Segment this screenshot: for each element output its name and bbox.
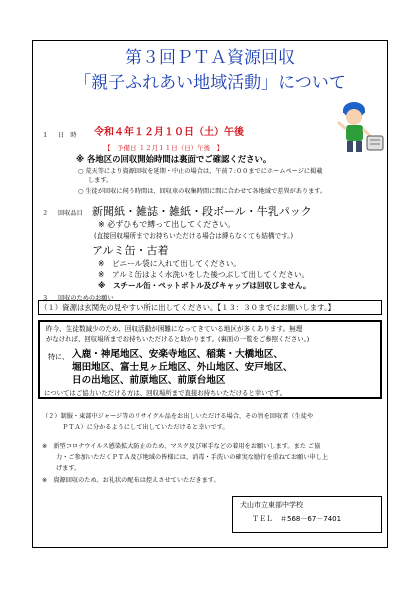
areas-line1: 入鹿・神尾地区、安楽寺地区、稲葉・大橋地区、: [72, 349, 284, 360]
areas-line3: 日の出地区、前原地区、前原台地区: [72, 375, 226, 386]
recycling-note-a: （２）制服・東部中ジャージ等のリサイクル品をお出しいただける場合、その旨を回収者（生徒や: [42, 413, 314, 420]
items-number: ２: [42, 210, 49, 217]
page-title-line1: 第３回ＰＴＡ資源回収: [125, 48, 295, 68]
can-note-rinse: ※ アルミ缶はよく水洗いをした後つぶして出してください。: [98, 270, 310, 279]
can-note-exclusions: ※ スチール缶・ペットボトル及びキャップは回収しません。: [98, 281, 311, 290]
requests-number: ３: [42, 295, 49, 302]
recycling-note-b: ＰＴＡ）に分かるようにして出していただけると幸いです。: [62, 424, 229, 431]
thank-you-letter-note: ※ 資源回収のため、お礼状の配布は控えさせていただきます。: [42, 477, 220, 484]
paper-note-tie: ※ 必ずひもで縛って出してください。: [98, 220, 236, 229]
schedule-number: １: [42, 132, 49, 139]
event-date: 令和４年１２月１０日（土）午後: [94, 127, 244, 138]
backup-date: 【 予備日 １２月１１日（日）午後 】: [104, 144, 224, 152]
bad-weather-note-cont: します。: [88, 177, 113, 184]
start-time-note: ※ 各地区の回収開始時間は裏面でご確認ください。: [76, 154, 272, 164]
items-label: 回収品目: [58, 210, 83, 217]
shortage-note-line1: 昨今、生徒数減少のため、回収活動が困難になってきている地区が多くあります。無理: [46, 325, 303, 333]
special-prefix: 特に、: [48, 353, 69, 361]
collection-time-note: ○ 生徒が回収に伺う時間は、回収車の収集時間に間に合わせて各地域で差異があります。: [78, 188, 327, 195]
areas-line2: 堀田地区、富士見ヶ丘地区、外山地区、安戸地区、: [72, 362, 293, 373]
covid-note-b: 力・ご参加いただくＰＴＡ及び地域の皆様には、消毒・手洗いの確実な励行を重ねてお願い申し上: [56, 454, 329, 461]
paper-note-direct: (直接回収場所までお持ちいただける場合は縛らなくても結構です。): [94, 232, 294, 240]
bad-weather-note: ○ 荒天等により資源回収を延期・中止の場合は、午前７:００までにホームページに掲載: [78, 168, 323, 175]
paper-items: 新聞紙・雑誌・雑紙・段ボール・牛乳パック: [92, 205, 312, 218]
can-items: アルミ缶・古着: [92, 244, 169, 257]
schedule-label: 日 時: [58, 132, 77, 139]
school-tel: ＴＥＬ ＃568－67－7401: [252, 515, 342, 523]
covid-note-a: ※ 新型コロナウイルス感染拡大防止のため、マスク及び軍手などの着用をお願いします。また ご協: [42, 443, 321, 450]
direct-delivery-note: についてはご協力いただける方は、回収場所まで直接お持ちいただけると幸いです。: [44, 389, 287, 397]
student-carrying-bag-icon: [334, 96, 388, 158]
can-note-bag: ※ ビニール袋に入れて出してください。: [98, 259, 241, 268]
page-title-line2: 「親子ふれあい地域活動」について: [74, 73, 346, 93]
school-name: 犬山市立東部中学校: [240, 501, 303, 509]
covid-note-c: げます。: [56, 465, 81, 472]
shortage-note-line2: がなければ、回収場所までお持ちいただけると助かります。(裏面の一覧をご参照ください。): [46, 335, 310, 343]
pickup-time-request: （１）資源は玄関先の見やすい所に出してください。【１３：３０までにお願いします。】: [40, 303, 336, 312]
requests-label: 回収のためのお願い: [58, 295, 114, 302]
